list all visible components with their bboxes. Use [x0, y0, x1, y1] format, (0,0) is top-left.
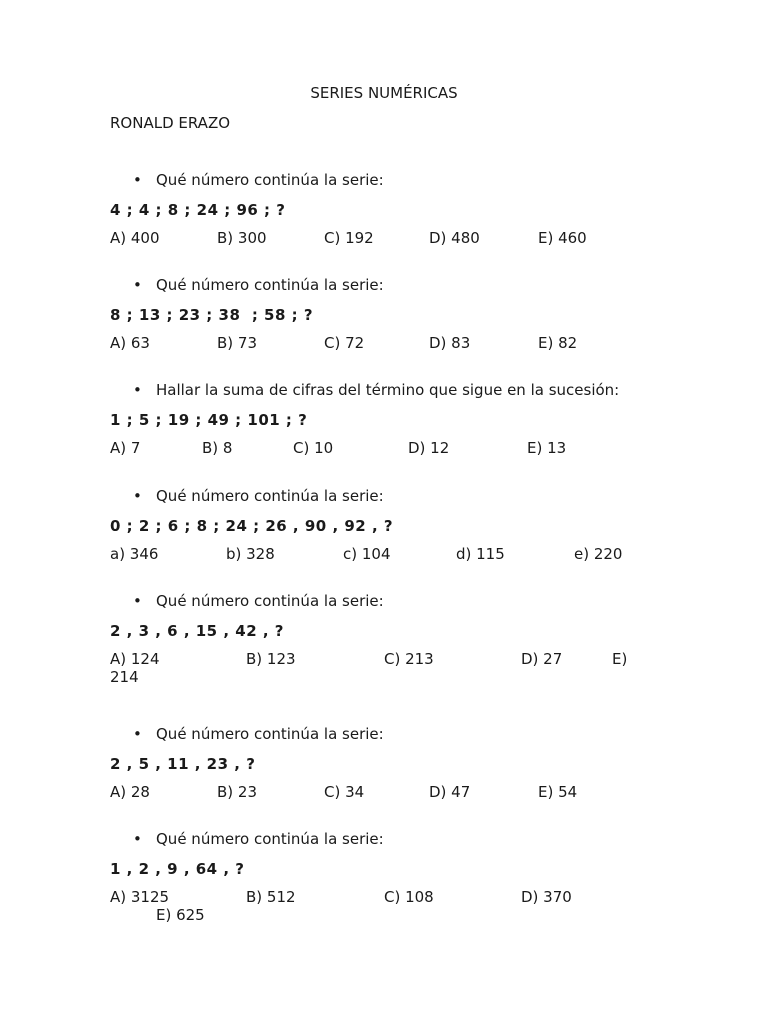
question-2	[110, 276, 670, 352]
answer-options	[110, 545, 670, 585]
option-c: C) 108	[384, 888, 434, 906]
option-c: C) 34	[324, 783, 365, 801]
prompt-text: Qué número continúa la serie:	[156, 276, 384, 294]
option-c: c) 104	[343, 545, 391, 563]
option-a: A) 3125	[110, 888, 170, 906]
author-name: RONALD ERAZO	[110, 114, 231, 132]
option-d: D) 12	[408, 439, 450, 457]
answer-options	[110, 334, 670, 374]
option-a: A) 124	[110, 650, 160, 668]
bullet-icon: •	[133, 381, 142, 399]
question-prompt	[110, 830, 670, 852]
number-series: 2 , 5 , 11 , 23 , ?	[110, 755, 256, 773]
document-title: SERIES NUMÉRICAS	[310, 84, 458, 102]
option-a: A) 7	[110, 439, 141, 457]
answer-options	[110, 783, 670, 823]
question-6	[110, 725, 670, 801]
option-b: B) 23	[217, 783, 257, 801]
bullet-icon: •	[133, 487, 142, 505]
number-series: 8 ; 13 ; 23 ; 38 ; 58 ; ?	[110, 306, 314, 324]
question-prompt	[110, 381, 670, 403]
option-a: a) 346	[110, 545, 159, 563]
question-prompt	[110, 276, 670, 298]
option-b: B) 512	[246, 888, 296, 906]
prompt-text: Hallar la suma de cifras del término que sigue en la sucesión:	[156, 381, 620, 399]
question-5	[110, 592, 670, 686]
option-d: D) 27	[521, 650, 563, 668]
question-prompt	[110, 725, 670, 747]
option-d: D) 83	[429, 334, 471, 352]
option-c: C) 213	[384, 650, 434, 668]
question-7	[110, 830, 670, 924]
option-e: E)	[612, 650, 628, 668]
bullet-icon: •	[133, 171, 142, 189]
question-1	[110, 171, 670, 247]
option-d: D) 480	[429, 229, 480, 247]
number-series: 1 , 2 , 9 , 64 , ?	[110, 860, 245, 878]
number-series: 0 ; 2 ; 6 ; 8 ; 24 ; 26 , 90 , 92 , ?	[110, 517, 394, 535]
option-a: A) 28	[110, 783, 150, 801]
option-e: E) 13	[527, 439, 567, 457]
option-e: E) 54	[538, 783, 578, 801]
option-d: D) 370	[521, 888, 572, 906]
question-3	[110, 381, 670, 457]
option-b: B) 8	[202, 439, 233, 457]
question-4	[110, 487, 670, 563]
answer-options	[110, 650, 670, 690]
number-series: 4 ; 4 ; 8 ; 24 ; 96 ; ?	[110, 201, 286, 219]
option-b: B) 300	[217, 229, 267, 247]
prompt-text: Qué número continúa la serie:	[156, 171, 384, 189]
question-prompt	[110, 487, 670, 509]
option-c: C) 192	[324, 229, 374, 247]
prompt-text: Qué número continúa la serie:	[156, 487, 384, 505]
answer-options	[110, 229, 670, 269]
option-a: A) 63	[110, 334, 150, 352]
bullet-icon: •	[133, 592, 142, 610]
number-series: 2 , 3 , 6 , 15 , 42 , ?	[110, 622, 284, 640]
option-b: B) 73	[217, 334, 257, 352]
option-d: D) 47	[429, 783, 471, 801]
option-c: C) 72	[324, 334, 365, 352]
option-e-value: 214	[110, 668, 139, 686]
question-prompt	[110, 171, 670, 193]
question-prompt	[110, 592, 670, 614]
option-a: A) 400	[110, 229, 160, 247]
bullet-icon: •	[133, 725, 142, 743]
number-series: 1 ; 5 ; 19 ; 49 ; 101 ; ?	[110, 411, 308, 429]
prompt-text: Qué número continúa la serie:	[156, 830, 384, 848]
bullet-icon: •	[133, 276, 142, 294]
option-b: b) 328	[226, 545, 275, 563]
option-e: E) 460	[538, 229, 587, 247]
option-d: d) 115	[456, 545, 505, 563]
option-b: B) 123	[246, 650, 296, 668]
option-e: e) 220	[574, 545, 623, 563]
option-e: E) 625	[156, 906, 205, 924]
prompt-text: Qué número continúa la serie:	[156, 725, 384, 743]
bullet-icon: •	[133, 830, 142, 848]
answer-options	[110, 439, 670, 479]
answer-options	[110, 888, 670, 928]
option-e: E) 82	[538, 334, 578, 352]
prompt-text: Qué número continúa la serie:	[156, 592, 384, 610]
option-c: C) 10	[293, 439, 334, 457]
